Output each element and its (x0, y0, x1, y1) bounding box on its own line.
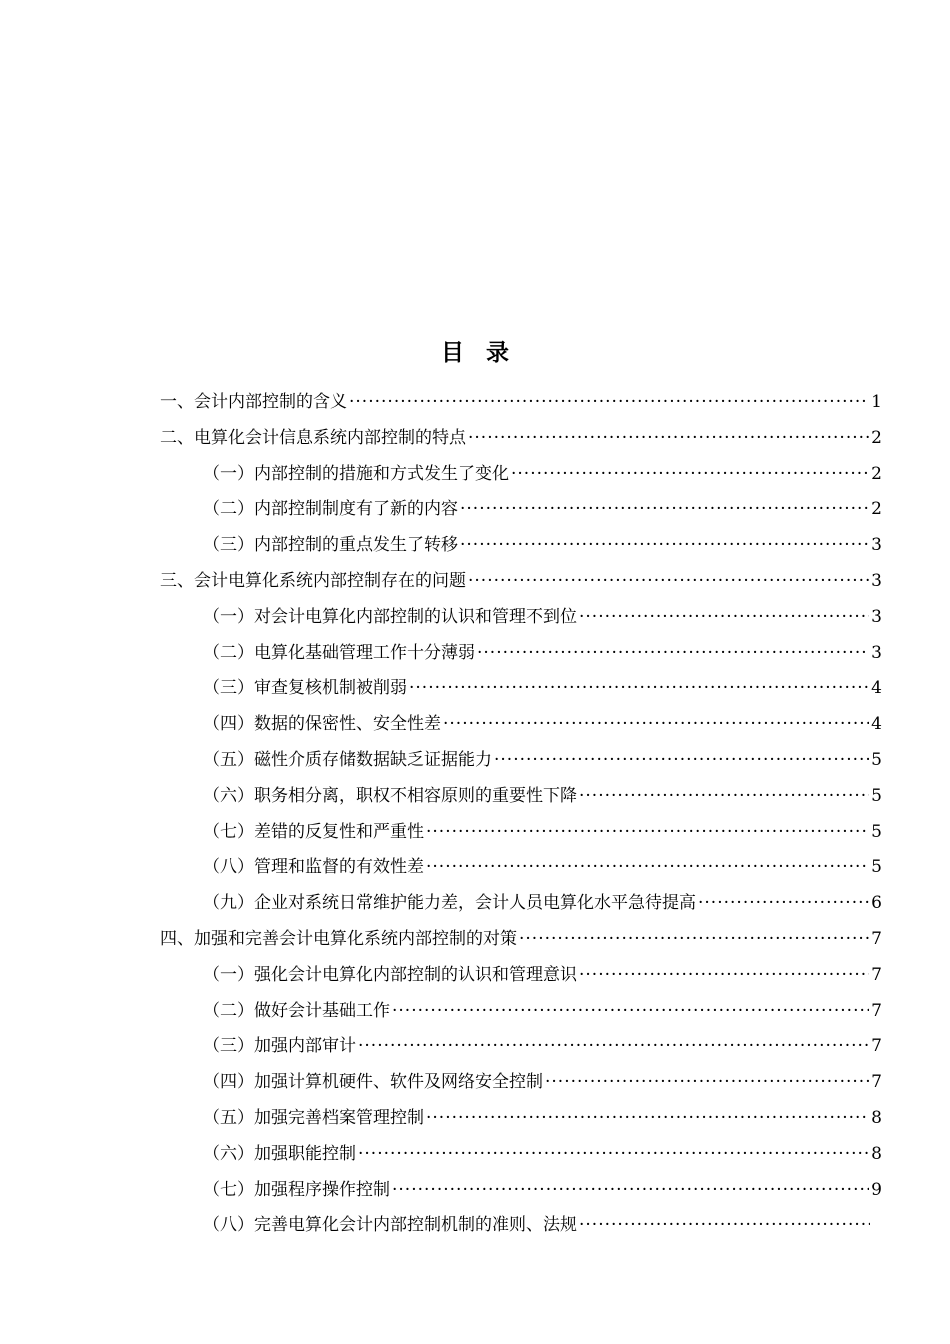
dot-leader (392, 1001, 869, 1021)
toc-entry-title: （六）加强职能控制 (203, 1143, 356, 1164)
toc-page-number: 7 (871, 1000, 882, 1021)
toc-entry[interactable] (160, 387, 882, 417)
toc-entry[interactable] (160, 924, 882, 954)
toc-entry[interactable] (160, 566, 882, 596)
dot-leader (460, 499, 869, 519)
toc-entry-title: （七）差错的反复性和严重性 (203, 821, 424, 842)
toc-entry[interactable] (203, 1210, 882, 1240)
toc-entry[interactable] (203, 494, 882, 524)
toc-title: 目录 (441, 340, 531, 366)
toc-entry[interactable] (203, 459, 882, 489)
toc-entry-title: （二）电算化基础管理工作十分薄弱 (203, 642, 475, 663)
toc-entry-title: 二、电算化会计信息系统内部控制的特点 (160, 427, 466, 448)
toc-entry-title: （三）内部控制的重点发生了转移 (203, 535, 458, 556)
dot-leader (358, 1144, 869, 1164)
dot-leader (426, 857, 869, 877)
toc-entry[interactable] (203, 888, 882, 918)
toc-entry[interactable] (203, 602, 882, 632)
toc-page-number: 4 (871, 714, 882, 735)
toc-page-number: 5 (871, 857, 882, 878)
toc-entry[interactable] (203, 960, 882, 990)
toc-entry-title: 三、会计电算化系统内部控制存在的问题 (160, 571, 466, 591)
toc-entry[interactable] (203, 817, 882, 847)
toc-entry[interactable] (203, 1175, 882, 1205)
toc-page-number: 2 (871, 463, 882, 484)
toc-entry-title: （一）内部控制的措施和方式发生了变化 (203, 463, 509, 484)
dot-leader (477, 643, 869, 663)
toc-page-number: 5 (871, 821, 882, 842)
dot-leader (545, 1072, 869, 1092)
toc-entry[interactable] (203, 638, 882, 668)
dot-leader (460, 535, 869, 555)
toc-page-number: 8 (871, 1108, 882, 1128)
toc-entry[interactable] (160, 423, 882, 453)
toc-entry-title: （一）强化会计电算化内部控制的认识和管理意识 (203, 964, 577, 985)
toc-entry[interactable] (203, 996, 882, 1026)
toc-entry-title: （一）对会计电算化内部控制的认识和管理不到位 (203, 606, 577, 627)
dot-leader (579, 965, 869, 985)
dot-leader (468, 571, 869, 591)
toc-page-number: 3 (871, 535, 882, 556)
toc-page-number: 6 (871, 893, 882, 914)
toc-entry-title: （三）审查复核机制被削弱 (203, 678, 407, 699)
dot-leader (426, 1108, 869, 1128)
toc-entry[interactable] (203, 1067, 882, 1097)
toc-entry-title: （五）加强完善档案管理控制 (203, 1108, 424, 1128)
toc-entry-title: 一、会计内部控制的含义 (160, 392, 347, 412)
toc-entry[interactable] (203, 1139, 882, 1169)
toc-page-number: 2 (871, 427, 882, 448)
toc-entry-title: （九）企业对系统日常维护能力差，会计人员电算化水平急待提高 (203, 893, 696, 914)
toc-entry-title: （二）做好会计基础工作 (203, 1000, 390, 1021)
toc-page-number: 4 (871, 678, 882, 699)
dot-leader (409, 678, 869, 698)
toc-entry-title: （八）管理和监督的有效性差 (203, 857, 424, 878)
toc-page-number: 2 (871, 499, 882, 520)
toc-entry-title: （二）内部控制制度有了新的内容 (203, 499, 458, 520)
toc-entry[interactable] (203, 530, 882, 560)
dot-leader (519, 929, 869, 949)
toc-page-number: 7 (871, 964, 882, 985)
toc-entry-title: （七）加强程序操作控制 (203, 1179, 390, 1200)
toc-entry-title: （五）磁性介质存储数据缺乏证据能力 (203, 750, 492, 770)
dot-leader (349, 392, 869, 412)
toc-entry[interactable] (203, 1031, 882, 1061)
dot-leader (392, 1180, 869, 1200)
toc-entry[interactable] (203, 1103, 882, 1133)
toc-page-number: 9 (871, 1179, 882, 1200)
dot-leader (494, 750, 869, 770)
dot-leader (511, 464, 869, 484)
toc-page-number: 7 (871, 1036, 882, 1057)
dot-leader (579, 786, 869, 806)
toc-entry-title: （八）完善电算化会计内部控制机制的准则、法规 (203, 1215, 577, 1236)
toc-page-number: 3 (871, 571, 882, 591)
toc-entry-title: （三）加强内部审计 (203, 1036, 356, 1057)
toc-entry[interactable] (203, 781, 882, 811)
toc-page-number: 7 (871, 1072, 882, 1093)
toc-entry-title: （四）加强计算机硬件、软件及网络安全控制 (203, 1072, 543, 1093)
toc-page-number: 3 (871, 606, 882, 627)
toc-page-number: 3 (871, 642, 882, 663)
toc-entry[interactable] (203, 709, 882, 739)
toc-entry-title: （六）职务相分离，职权不相容原则的重要性下降 (203, 785, 577, 806)
toc-entry-title: 四、加强和完善会计电算化系统内部控制的对策 (160, 929, 517, 949)
toc-entry-title: （四）数据的保密性、安全性差 (203, 714, 441, 735)
toc-page-number: 5 (871, 750, 882, 770)
dot-leader (579, 607, 869, 627)
dot-leader (443, 714, 869, 734)
dot-leader (698, 893, 869, 913)
toc-page-number: 7 (871, 929, 882, 949)
toc-entry[interactable] (203, 852, 882, 882)
toc-page-number: 5 (871, 785, 882, 806)
toc-entry[interactable] (203, 745, 882, 775)
toc-page-number: 8 (871, 1143, 882, 1164)
dot-leader (426, 822, 869, 842)
dot-leader (579, 1215, 870, 1235)
toc-page-number: 1 (871, 392, 882, 412)
dot-leader (358, 1036, 869, 1056)
toc-entry[interactable] (203, 673, 882, 703)
dot-leader (468, 428, 869, 448)
